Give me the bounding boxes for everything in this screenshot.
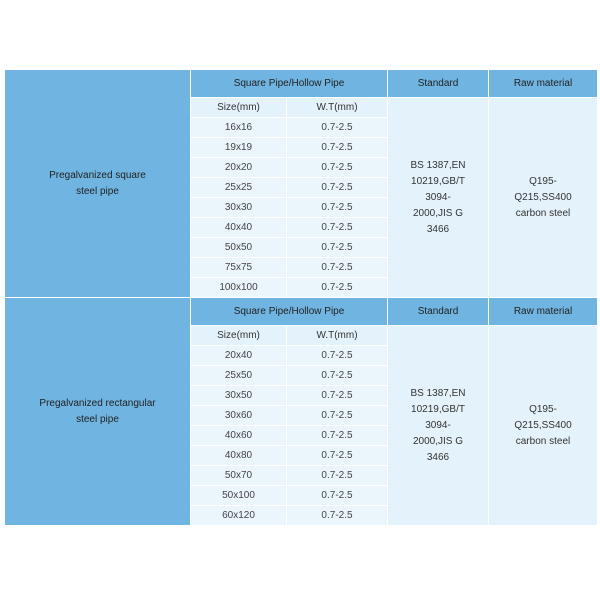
size-cell: 100x100 [191,278,287,298]
size-cell: 75x75 [191,258,287,278]
wall-thickness-cell: 0.7-2.5 [287,346,388,366]
standard-line: 10219,GB/T [411,403,465,415]
size-cell: 50x70 [191,466,287,486]
size-cell: 25x25 [191,178,287,198]
column-wall-thickness: W.T(mm) [287,98,388,118]
product-name-line: steel pipe [76,185,119,197]
raw-material-line: Q195- [529,175,557,187]
product-name-cell [5,298,191,526]
raw-material-line: carbon steel [515,207,571,219]
size-cell: 19x19 [191,138,287,158]
wall-thickness-cell: 0.7-2.5 [287,506,388,526]
raw-material-cell [489,98,598,298]
wall-thickness-cell: 0.7-2.5 [287,218,388,238]
header-pipe: Square Pipe/Hollow Pipe [191,298,388,326]
product-name-line: steel pipe [76,413,119,425]
header-standard: Standard [388,70,489,98]
size-cell: 30x30 [191,198,287,218]
wall-thickness-cell: 0.7-2.5 [287,486,388,506]
wall-thickness-cell: 0.7-2.5 [287,138,388,158]
raw-material-cell [489,326,598,526]
standard-cell [388,326,489,526]
standard-line: BS 1387,EN [410,387,466,399]
wall-thickness-cell: 0.7-2.5 [287,118,388,138]
size-cell: 20x20 [191,158,287,178]
standard-line: 3094- [425,191,451,203]
wall-thickness-cell: 0.7-2.5 [287,178,388,198]
size-cell: 40x60 [191,426,287,446]
standard-line: 3094- [425,419,451,431]
header-standard: Standard [388,298,489,326]
wall-thickness-cell: 0.7-2.5 [287,278,388,298]
header-row [5,70,598,98]
standard-line: 3466 [426,223,450,235]
size-cell: 16x16 [191,118,287,138]
wall-thickness-cell: 0.7-2.5 [287,386,388,406]
wall-thickness-cell: 0.7-2.5 [287,366,388,386]
wall-thickness-cell: 0.7-2.5 [287,446,388,466]
product-name-line: Pregalvanized rectangular [39,397,156,409]
standard-cell [388,98,489,298]
product-name-cell [5,70,191,298]
column-wall-thickness: W.T(mm) [287,326,388,346]
header-row [5,298,598,326]
header-raw-material: Raw material [489,298,598,326]
wall-thickness-cell: 0.7-2.5 [287,238,388,258]
size-cell: 40x80 [191,446,287,466]
wall-thickness-cell: 0.7-2.5 [287,406,388,426]
raw-material-line: Q215,SS400 [514,419,572,431]
header-pipe: Square Pipe/Hollow Pipe [191,70,388,98]
size-cell: 20x40 [191,346,287,366]
raw-material-line: Q195- [529,403,557,415]
wall-thickness-cell: 0.7-2.5 [287,466,388,486]
raw-material-line: carbon steel [515,435,571,447]
standard-line: BS 1387,EN [410,159,466,171]
header-raw-material: Raw material [489,70,598,98]
raw-material-line: Q215,SS400 [514,191,572,203]
spec-table-body [5,70,598,526]
wall-thickness-cell: 0.7-2.5 [287,426,388,446]
column-size: Size(mm) [191,326,287,346]
standard-line: 2000,JIS G [412,435,464,447]
wall-thickness-cell: 0.7-2.5 [287,198,388,218]
pipe-spec-table [4,69,598,526]
size-cell: 30x60 [191,406,287,426]
standard-line: 2000,JIS G [412,207,464,219]
size-cell: 50x50 [191,238,287,258]
standard-line: 10219,GB/T [411,175,465,187]
size-cell: 50x100 [191,486,287,506]
standard-line: 3466 [426,451,450,463]
product-name-line: Pregalvanized square [49,169,146,181]
size-cell: 60x120 [191,506,287,526]
size-cell: 40x40 [191,218,287,238]
size-cell: 30x50 [191,386,287,406]
wall-thickness-cell: 0.7-2.5 [287,258,388,278]
size-cell: 25x50 [191,366,287,386]
wall-thickness-cell: 0.7-2.5 [287,158,388,178]
column-size: Size(mm) [191,98,287,118]
